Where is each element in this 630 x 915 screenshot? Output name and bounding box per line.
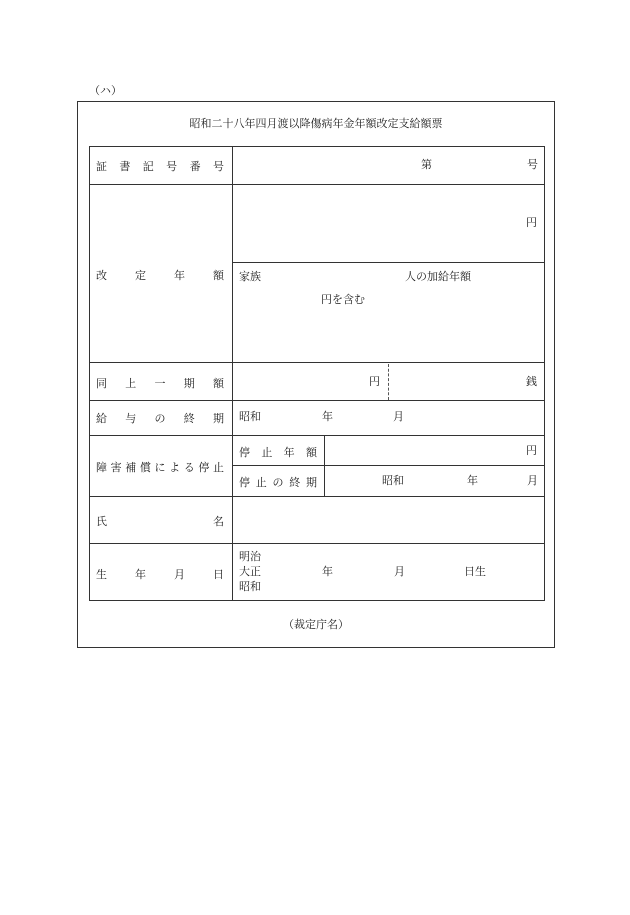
era-taisho: 大正 <box>239 565 261 578</box>
name-label: 氏 名 <box>96 515 224 528</box>
birth-date-label: 生 年 月 日 <box>96 568 224 581</box>
period-amount-sen: 銭 <box>526 375 537 388</box>
birth-year: 年 <box>322 565 333 578</box>
certificate-number-go: 号 <box>527 158 538 171</box>
disability-suspension-label: 障 害 補 償 に よ る 停 止 <box>96 461 224 474</box>
final-payment-year: 年 <box>322 410 333 423</box>
suspended-amount-yen: 円 <box>526 444 537 457</box>
suspension-end-era: 昭和 <box>382 474 404 487</box>
certificate-number-label: 証 書 記 号 番 号 <box>96 160 224 173</box>
era-meiji: 明治 <box>239 550 261 563</box>
period-amount-label: 同 上 一 期 額 <box>96 377 224 390</box>
revised-amount-yen: 円 <box>526 216 537 229</box>
issuing-office: （裁定庁名） <box>283 618 349 631</box>
birth-month: 月 <box>394 565 405 578</box>
final-payment-month: 月 <box>393 410 404 423</box>
family-label: 家族 <box>239 270 261 283</box>
era-showa: 昭和 <box>239 580 261 593</box>
period-amount-yen: 円 <box>369 375 380 388</box>
certificate-number-dai: 第 <box>421 158 432 171</box>
birth-day: 日生 <box>464 565 486 578</box>
suspension-end-month: 月 <box>527 474 538 487</box>
final-payment-period-label: 給 与 の 終 期 <box>96 412 224 425</box>
suspension-end-label: 停 止 の 終 期 <box>239 476 317 489</box>
suspended-amount-label: 停 止 年 額 <box>239 446 317 459</box>
revised-amount-label: 改 定 年 額 <box>96 269 224 282</box>
including-yen-label: 円を含む <box>321 293 365 306</box>
section-marker: （ハ） <box>89 84 122 97</box>
form-title: 昭和二十八年四月渡以降傷病年金年額改定支給額票 <box>189 117 443 130</box>
family-addition-label: 人の加給年額 <box>405 270 471 283</box>
suspension-end-year: 年 <box>467 474 478 487</box>
final-payment-era: 昭和 <box>239 410 261 423</box>
